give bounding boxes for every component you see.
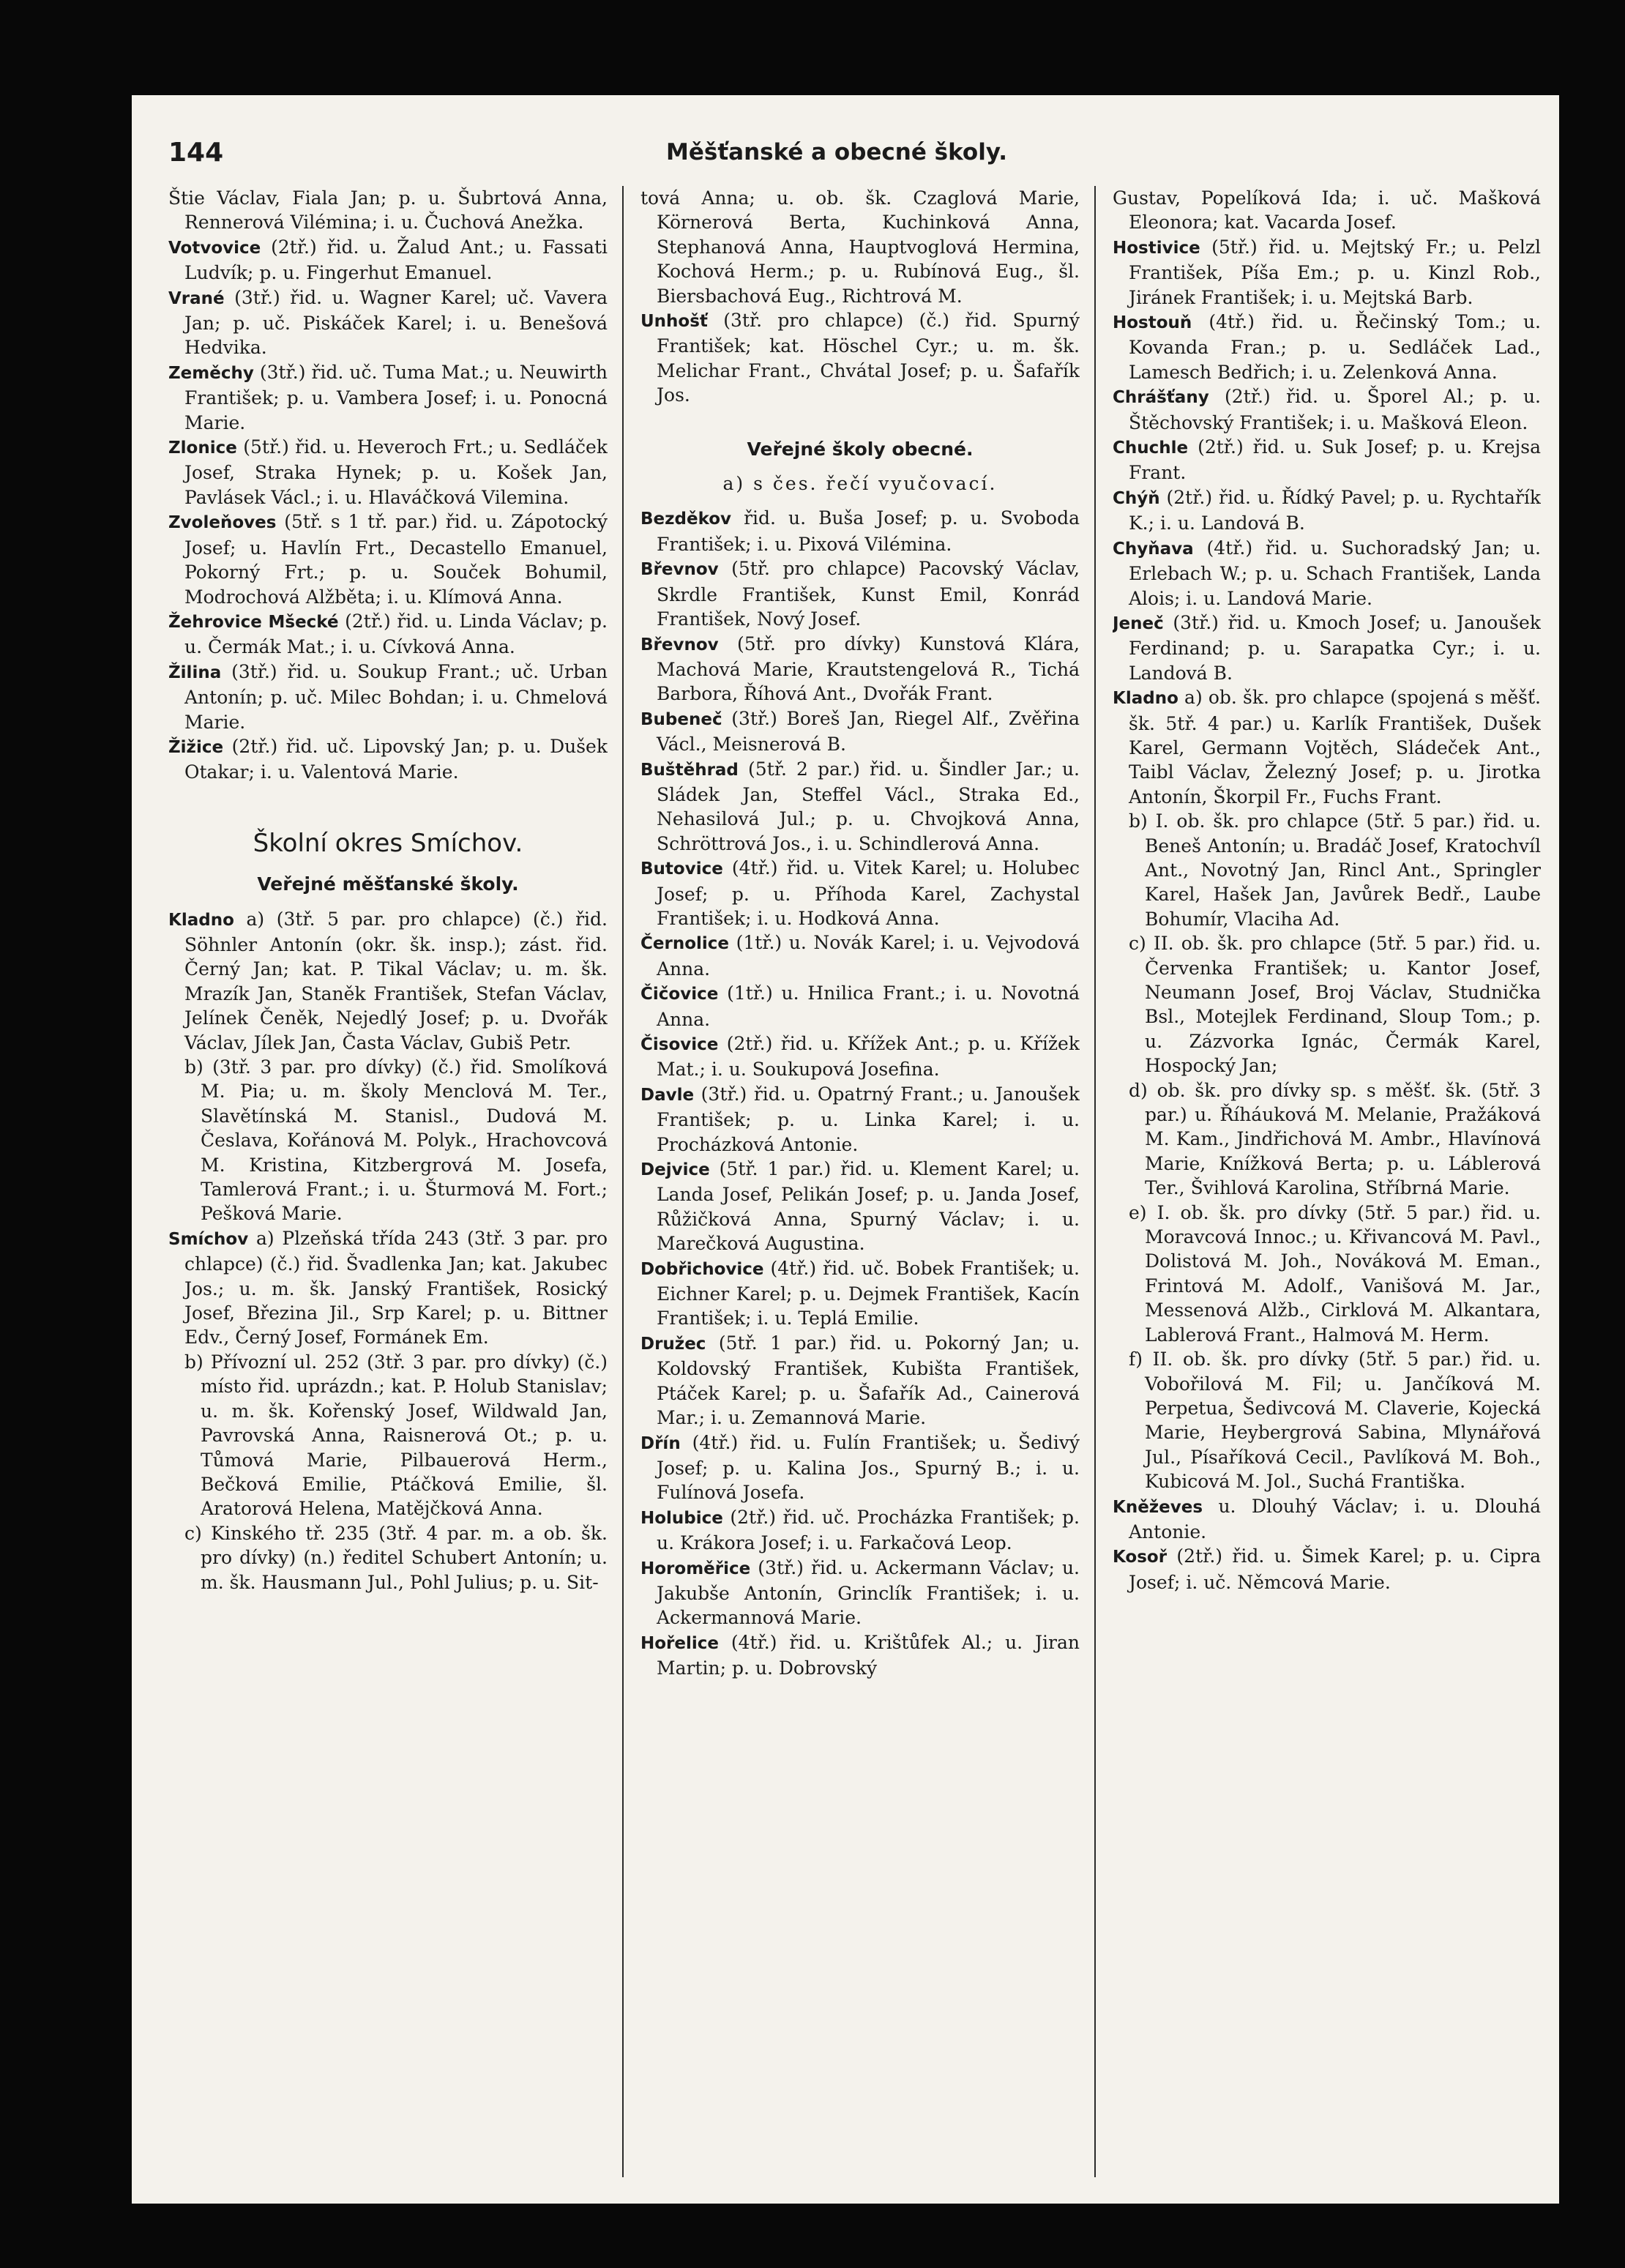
place-name: Žilina [168, 663, 222, 682]
place-name: Unhošť [640, 312, 708, 332]
column-1 [168, 186, 608, 2185]
directory-entry [640, 1505, 1080, 1556]
place-name: Chuchle [1113, 439, 1189, 458]
place-name: Břevnov [640, 635, 719, 654]
entry-text: řid. u. Buša Josef; p. u. Svoboda František; i. u. Pixová Vilémina. [657, 507, 1080, 555]
directory-entry [1113, 310, 1541, 384]
directory-entry [640, 186, 1080, 308]
place-name: Zeměchy [168, 363, 254, 383]
running-title: Měšťanské a obecné školy. [666, 139, 1007, 165]
place-name: Kosoř [1113, 1548, 1168, 1567]
entry-text: (5tř. pro dívky) Kunstová Klára, Machová Marie, Krautstengelová R., Tichá Barbora, Říhová Ant., Dvořák Frant. [657, 633, 1080, 705]
directory-entry [1113, 1494, 1541, 1545]
entry-text: (5tř. 1 par.) řid. u. Pokorný Jan; u. Koldovský František, Kubišta František, Ptáček Karel; p. u. Šafařík Ad., Cainerová Mar.; i. u. Zemannová Marie. [657, 1332, 1080, 1429]
section-heading-public-schools: Veřejné školy obecné. [747, 438, 974, 460]
directory-entry [1113, 809, 1541, 931]
place-name: Zlonice [168, 439, 237, 458]
directory-entry [640, 308, 1080, 408]
section-heading-burgher-schools: Veřejné měšťanské školy. [257, 873, 519, 895]
place-name: Čičovice [640, 985, 719, 1004]
directory-entry [1113, 235, 1541, 310]
place-name: Žehrovice Mšecké [168, 612, 339, 632]
place-name: Votvovice [168, 238, 261, 258]
directory-entry [168, 907, 608, 1055]
directory-entry [1113, 1078, 1541, 1201]
place-name: Čisovice [640, 1035, 719, 1054]
entry-text: u. Dlouhý Václav; i. u. Dlouhá Antonie. [1129, 1495, 1541, 1543]
column-2-entries-b [640, 506, 1080, 1680]
entry-text: (5tř.) řid. u. Heveroch Frt.; u. Sedláček Josef, Straka Hynek; p. u. Košek Jan, Pavlásek Václ.; i. u. Hlaváčková Vilemina. [184, 436, 608, 508]
directory-entry [640, 1032, 1080, 1082]
entry-text: (5tř. s 1 tř. par.) řid. u. Zápotocký Josef; u. Havlín Frt., Decastello Emanuel, Pokorný Frt.; p. u. Souček Bohumil, Modrochová Alžběta; i. u. Klímová Anna. [184, 511, 608, 608]
place-name: Buštěhrad [640, 760, 739, 780]
column-3 [1113, 186, 1541, 2185]
entry-text: (2tř.) řid. u. Žalud Ant.; u. Fassati Ludvík; p. u. Fingerhut Emanuel. [184, 236, 608, 284]
directory-entry [1113, 186, 1541, 235]
place-name: Hořelice [640, 1633, 719, 1653]
place-name: Kněževes [1113, 1497, 1203, 1517]
place-name: Hostivice [1113, 238, 1200, 258]
directory-entry [168, 510, 608, 609]
entry-text: (4tř.) řid. u. Řečinský Tom.; u. Kovanda Fran.; p. u. Sedláček Lad., Lamesch Bedřich; i. u. Zelenková Anna. [1129, 311, 1541, 383]
directory-entry [640, 706, 1080, 757]
directory-entry [640, 1630, 1080, 1681]
place-name: Chyňava [1113, 539, 1194, 559]
column-3-entries [1113, 186, 1541, 1594]
place-name: Smíchov [168, 1229, 249, 1249]
entry-text: b) I. ob. šk. pro chlapce (5tř. 5 par.) řid. u. Beneš Antonín; u. Bradáč Josef, Kratochvíl Ant., Novotný Jan, Rincl Ant., Springler Karel, Hašek Jan, Javůrek Bedř., Laube Bohumír, Vlaciha Ad. [1129, 810, 1541, 930]
directory-entry [1113, 384, 1541, 435]
place-name: Jeneč [1113, 613, 1164, 633]
directory-entry [1113, 1544, 1541, 1594]
directory-entry [168, 609, 608, 660]
entry-text: (1tř.) u. Novák Karel; i. u. Vejvodová Anna. [657, 932, 1080, 980]
directory-entry [168, 1055, 608, 1226]
entry-text: (2tř.) řid. u. Křížek Ant.; p. u. Křížek Mat.; i. u. Soukupová Josefina. [657, 1033, 1080, 1081]
entry-text: e) I. ob. šk. pro dívky (5tř. 5 par.) řid. u. Moravcová Innoc.; u. Křivancová M. Pavl., Dolistová M. Joh., Nováková M. Eman., Frintová M. Adolf., Vanišová M. Jar., Messenová Alžb., Cirklová M. Alkantara, Lablerová Frant., Halmová M. Herm. [1129, 1201, 1541, 1346]
column-1-entries-b [168, 907, 608, 1594]
entry-text: Gustav, Popelíková Ida; i. uč. Mašková Eleonora; kat. Vacarda Josef. [1113, 187, 1541, 234]
place-name: Žižice [168, 737, 224, 757]
entry-text: d) ob. šk. pro dívky sp. s měšť. šk. (5tř. 3 par.) u. Říháuková M. Melanie, Pražáková M. Kam., Jindřichová M. Ambr., Hlavínová Marie, Knížková Berta; p. u. Láblerová Ter., Švihlová Karolina, Stříbrná Marie. [1129, 1079, 1541, 1199]
directory-entry [1113, 536, 1541, 611]
entry-text: (3tř.) řid. u. Opatrný Frant.; u. Janoušek František; p. u. Linka Karel; i. u. Procházková Antonie. [657, 1083, 1080, 1155]
directory-entry [1113, 1347, 1541, 1493]
entry-text: (1tř.) u. Hnilica Frant.; i. u. Novotná Anna. [657, 982, 1080, 1030]
entry-text: (3tř. pro chlapce) (č.) řid. Spurný František; kat. Höschel Cyr.; u. m. šk. Melichar Frant., Chvátal Josef; p. u. Šafařík Jos. [657, 310, 1080, 406]
directory-entry [640, 757, 1080, 857]
directory-entry [168, 235, 608, 286]
place-name: Bubeneč [640, 709, 722, 729]
directory-entry [640, 1331, 1080, 1430]
running-head [168, 138, 1091, 174]
place-name: Dejvice [640, 1160, 710, 1180]
place-name: Břevnov [640, 560, 719, 580]
entry-text: a) Plzeňská třída 243 (3tř. 3 par. pro chlapce) (č.) řid. Švadlenka Jan; kat. Jakubec Jos.; u. m. šk. Janský František, Rosický Josef, Březina Jil., Srp Karel; p. u. Bittner Edv., Černý Josef, Formánek Em. [184, 1227, 608, 1349]
entry-text: (5tř. 1 par.) řid. u. Klement Karel; u. Landa Josef, Pelikán Josef; p. u. Janda Josef, Růžičková Anna, Spurný Václav; i. u. Marečková Augustina. [657, 1158, 1080, 1255]
place-name: Dřín [640, 1433, 681, 1453]
directory-entry [1113, 435, 1541, 485]
entry-text: (4tř.) řid. u. Vitek Karel; u. Holubec Josef; p. u. Příhoda Karel, Zachystal František; i. u. Hodková Anna. [657, 857, 1080, 929]
directory-entry [1113, 931, 1541, 1078]
entry-text: tová Anna; u. ob. šk. Czaglová Marie, Körnerová Berta, Kuchinková Anna, Stephanová Anna, Hauptvoglová Hermina, Kochová Herm.; p. u. Rubínová Eug., šl. Biersbachová Eug., Richtrová M. [640, 187, 1080, 307]
place-name: Kladno [1113, 689, 1178, 709]
place-name: Holubice [640, 1508, 723, 1528]
place-name: Vrané [168, 288, 225, 308]
directory-entry [640, 506, 1080, 556]
directory-entry [640, 856, 1080, 930]
entry-text: (4tř.) řid. u. Fulín František; u. Šedivý Josef; p. u. Kalina Jos., Spurný B.; i. u. Fulínová Josefa. [657, 1431, 1080, 1504]
directory-entry [1113, 1201, 1541, 1347]
place-name: Černolice [640, 934, 729, 954]
district-heading: Školní okres Smíchov. [253, 828, 523, 858]
entry-text: (4tř.) řid. u. Krištůfek Al.; u. Jiran Martin; p. u. Dobrovský [657, 1631, 1080, 1679]
place-name: Chrášťany [1113, 388, 1209, 408]
directory-entry [640, 1157, 1080, 1256]
entry-text: f) II. ob. šk. pro dívky (5tř. 5 par.) řid. u. Vobořilová M. Fil; u. Jančíková M. Perpetua, Šedivcová M. Claverie, Kojecká Marie, Heybergrová Sabina, Mlynářová Jul., Písaříková Cecil., Pavlíková M. Boh., Kubicová M. Jol., Suchá Františka. [1129, 1349, 1541, 1493]
directory-entry [640, 930, 1080, 981]
directory-entry [640, 1430, 1080, 1505]
page-number: 144 [168, 138, 224, 168]
entry-text: (2tř.) řid. u. Linda Václav; p. u. Čermák Mat.; i. u. Cívková Anna. [184, 610, 608, 658]
directory-entry [168, 660, 608, 734]
entry-text: Štie Václav, Fiala Jan; p. u. Šubrtová Anna, Rennerová Vilémina; i. u. Čuchová Anežka. [168, 187, 608, 234]
entry-text: (4tř.) řid. u. Suchoradský Jan; u. Erlebach W.; p. u. Schach František, Landa Alois; i. u. Landová Marie. [1129, 537, 1541, 609]
directory-entry [168, 360, 608, 435]
column-1-entries-a [168, 186, 608, 785]
book-page [132, 95, 1559, 2204]
entry-text: c) II. ob. šk. pro chlapce (5tř. 5 par.) řid. u. Červenka František; u. Kantor Josef, Neumann Josef, Broj Václav, Studnička Bsl., Motejlek Ferdinand, Sloup Tom.; p. u. Zázvorka Ignác, Čermák Karel, Hospocký Jan; [1129, 933, 1541, 1077]
directory-entry [168, 435, 608, 510]
directory-entry [168, 186, 608, 235]
entry-text: (3tř.) Boreš Jan, Riegel Alf., Zvěřina Václ., Meisnerová B. [657, 707, 1080, 756]
directory-entry [640, 556, 1080, 631]
entry-text: (2tř.) řid. u. Šporel Al.; p. u. Štěchovský František; i. u. Mašková Eleon. [1129, 386, 1541, 433]
entry-text: a) ob. šk. pro chlapce (spojená s měšť. šk. 5tř. 4 par.) u. Karlík František, Dušek Karel, Germann Vojtěch, Sládeček Ant., Taibl Václav, Železný Josef; p. u. Jirotka Antonín, Škorpil Fr., Fuchs Frant. [1129, 687, 1541, 807]
place-name: Chýň [1113, 488, 1160, 508]
column-2-entries-a [640, 186, 1080, 408]
directory-entry [640, 1556, 1080, 1630]
place-name: Kladno [168, 910, 234, 930]
directory-entry [168, 286, 608, 360]
directory-entry [640, 981, 1080, 1032]
directory-entry [168, 1521, 608, 1594]
place-name: Zvoleňoves [168, 513, 277, 533]
entry-text: (4tř.) řid. uč. Bobek František; u. Eichner Karel; p. u. Dejmek František, Kacín František; i. u. Teplá Emilie. [657, 1257, 1080, 1329]
entry-text: c) Kinského tř. 235 (3tř. 4 par. m. a ob. šk. pro dívky) (n.) ředitel Schubert Antonín; u. m. šk. Hausmann Jul., Pohl Julius; p. u. Sit- [184, 1522, 608, 1593]
directory-entry [1113, 611, 1541, 685]
entry-text: (2tř.) řid. uč. Lipovský Jan; p. u. Dušek Otakar; i. u. Valentová Marie. [184, 735, 608, 783]
entry-text: (3tř.) řid. uč. Tuma Mat.; u. Neuwirth František; p. u. Vambera Josef; i. u. Ponocná Marie. [184, 361, 608, 433]
directory-entry [640, 1082, 1080, 1157]
entry-text: (5tř. 2 par.) řid. u. Šindler Jar.; u. Sládek Jan, Steffel Václ., Straka Ed., Nehasilová Jul.; p. u. Chvojková Anna, Schröttrová Jos., i. u. Schindlerová Anna. [657, 758, 1080, 854]
entry-text: (3tř.) řid. u. Kmoch Josef; u. Janoušek Ferdinand; p. u. Sarapatka Cyr.; i. u. Landová B. [1129, 611, 1541, 684]
entry-text: (3tř.) řid. u. Ackermann Václav; u. Jakubše Antonín, Grinclík František; i. u. Ackermannová Marie. [657, 1556, 1080, 1629]
entry-text: (2tř.) řid. u. Suk Josef; p. u. Krejsa Frant. [1129, 436, 1541, 484]
place-name: Dobřichovice [640, 1259, 764, 1279]
place-name: Horoměřice [640, 1559, 751, 1578]
place-name: Bezděkov [640, 510, 732, 529]
entry-text: b) (3tř. 3 par. pro dívky) (č.) řid. Smolíková M. Pia; u. m. školy Menclová M. Ter., Slavětínská M. Stanisl., Dudová M. Česlava, Kořánová M. Polyk., Hrachovcová M. Kristina, Kitzbergrová M. Josefa, Tamlerová Frant.; i. u. Šturmová M. Fort.; Pešková Marie. [184, 1056, 608, 1225]
entry-text: (2tř.) řid. u. Šimek Karel; p. u. Cipra Josef; i. uč. Němcová Marie. [1129, 1545, 1541, 1593]
directory-entry [640, 632, 1080, 706]
directory-entry [640, 1256, 1080, 1331]
column-rule-right [1094, 186, 1096, 2177]
entry-text: a) (3tř. 5 par. pro chlapce) (č.) řid. Söhnler Antonín (okr. šk. insp.); zást. řid. Černý Jan; kat. P. Tikal Václav; u. m. šk. Mrazík Jan, Staněk František, Stefan Václav, Jelínek Čeněk, Nejedlý Josef; p. u. Dvořák Václav, Jílek Jan, Časta Václav, Gubiš Petr. [184, 908, 608, 1053]
language-note: a) s čes. řečí vyučovací. [722, 473, 998, 495]
column-2 [640, 186, 1080, 2185]
directory-entry [168, 1350, 608, 1521]
directory-entry [168, 734, 608, 785]
entry-text: (5tř.) řid. u. Mejtský Fr.; u. Pelzl František, Píša Em.; p. u. Kinzl Rob., Jiránek František; i. u. Mejtská Barb. [1129, 236, 1541, 308]
column-rule-left [622, 186, 624, 2177]
directory-entry [1113, 485, 1541, 536]
entry-text: (5tř. pro chlapce) Pacovský Václav, Skrdle František, Kunst Emil, Konrád František, Nový Josef. [657, 558, 1080, 630]
entry-text: (3tř.) řid. u. Soukup Frant.; uč. Urban Antonín; p. uč. Milec Bohdan; i. u. Chmelová Marie. [184, 660, 608, 733]
entry-text: b) Přívozní ul. 252 (3tř. 3 par. pro dívky) (č.) místo řid. uprázdn.; kat. P. Holub Stanislav; u. m. šk. Kořenský Josef, Wildwald Jan, Pavrovská Anna, Raisnerová Ot.; p. u. Tůmová Marie, Pilbauerová Herm., Bečková Emilie, Ptáčková Emilie, šl. Aratorová Helena, Matějčková Anna. [184, 1351, 608, 1520]
entry-text: (3tř.) řid. u. Wagner Karel; uč. Vavera Jan; p. uč. Piskáček Karel; i. u. Benešová Hedvika. [184, 286, 608, 359]
place-name: Butovice [640, 859, 723, 879]
directory-entry [1113, 685, 1541, 809]
place-name: Davle [640, 1085, 695, 1105]
directory-entry [168, 1226, 608, 1350]
place-name: Hostouň [1113, 313, 1192, 333]
entry-text: (2tř.) řid. u. Řídký Pavel; p. u. Rychtařík K.; i. u. Landová B. [1129, 486, 1541, 534]
place-name: Družec [640, 1334, 706, 1354]
entry-text: (2tř.) řid. uč. Procházka František; p. u. Krákora Josef; i. u. Farkačová Leop. [657, 1506, 1080, 1554]
